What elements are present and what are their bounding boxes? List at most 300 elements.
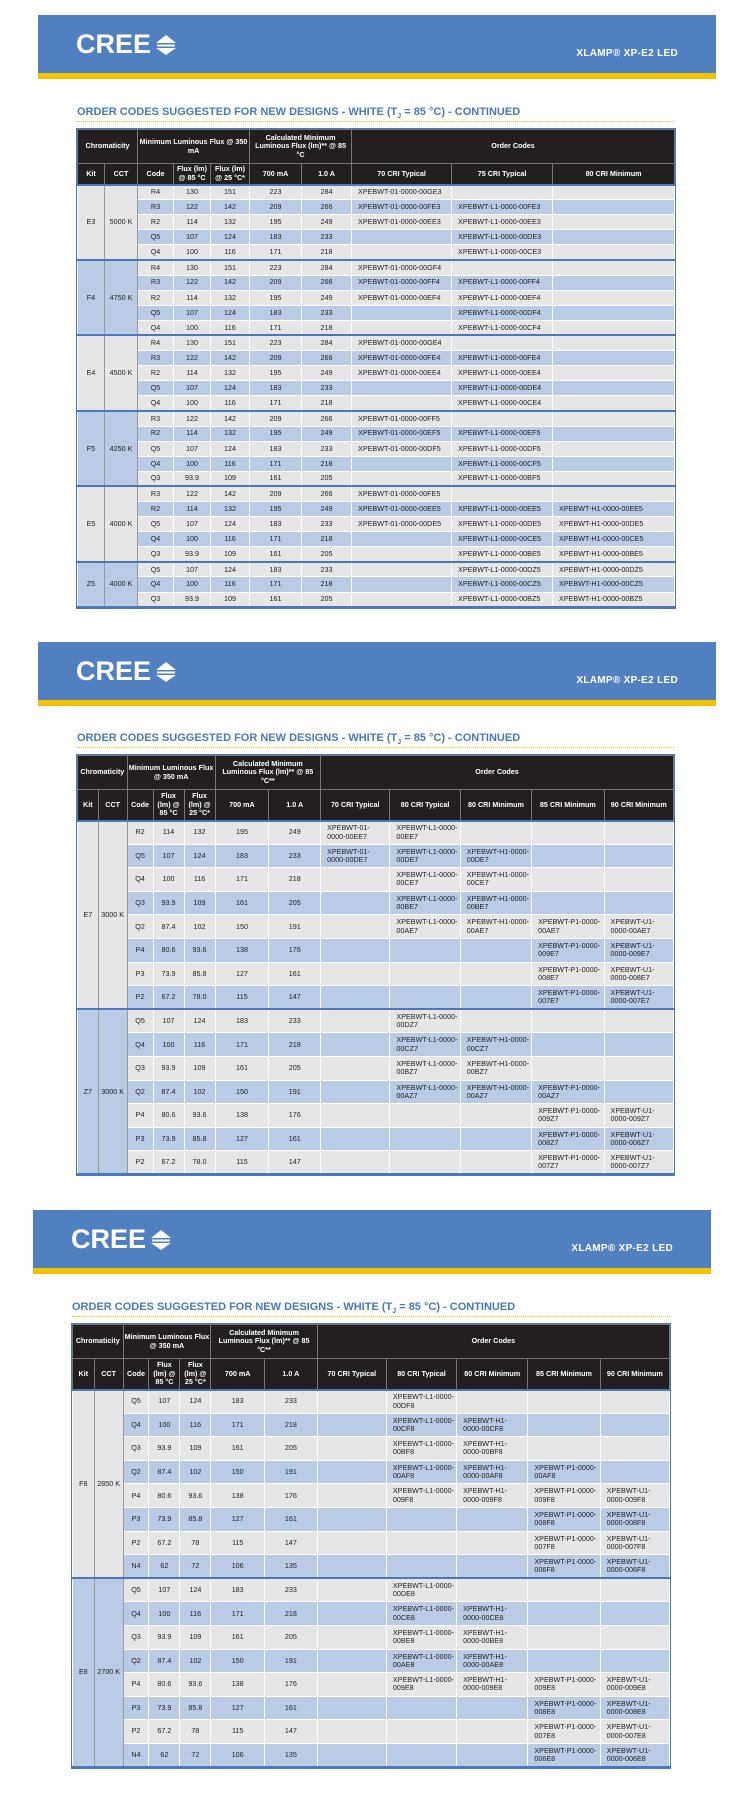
order-code-cell [604, 1033, 673, 1057]
value-cell: R2 [138, 290, 174, 305]
value-cell: 100 [153, 1033, 184, 1057]
value-cell: 85.8 [184, 962, 215, 986]
order-code-cell: XPEBWT-U1-0000-007F8 [600, 1531, 669, 1555]
order-code-cell: XPEBWT-01-0000-00EF4 [352, 290, 452, 305]
kit-group-z7 [78, 1009, 674, 1174]
value-cell: 124 [211, 305, 250, 320]
value-cell: Q2 [127, 915, 153, 939]
order-code-cell [604, 868, 673, 892]
order-code-cell: XPEBWT-U1-0000-009E8 [600, 1673, 669, 1697]
order-code-cell [600, 1460, 669, 1484]
value-cell: Q4 [123, 1602, 149, 1626]
column-header: CCT [105, 164, 138, 185]
table-row [78, 1056, 674, 1080]
order-code-cell [452, 260, 553, 275]
order-code-cell: XPEBWT-L1-0000-00EF5 [452, 426, 553, 441]
order-codes-table-3 [72, 1324, 670, 1768]
order-code-cell: XPEBWT-L1-0000-00FE3 [452, 200, 553, 215]
table-row [73, 1437, 670, 1461]
order-code-cell [321, 938, 390, 962]
order-code-cell [600, 1390, 669, 1414]
column-header: Flux (lm) @ 85 °C [174, 164, 211, 185]
order-code-cell [317, 1437, 386, 1461]
order-code-cell [452, 185, 553, 200]
order-code-cell: XPEBWT-P1-0000-00AZ7 [532, 1080, 604, 1104]
order-code-cell [457, 1390, 528, 1414]
order-code-cell [553, 230, 675, 245]
value-cell: 67.2 [149, 1720, 180, 1744]
order-code-cell: XPEBWT-L1-0000-00AF8 [386, 1460, 456, 1484]
order-code-cell [532, 1056, 604, 1080]
value-cell: 109 [180, 1437, 211, 1461]
value-cell: 122 [174, 411, 211, 426]
column-header: 80 CRI Minimum [457, 1359, 528, 1390]
value-cell: 116 [184, 1033, 215, 1057]
value-cell: 115 [215, 1151, 269, 1175]
order-code-cell [452, 335, 553, 350]
value-cell: 93.9 [153, 1056, 184, 1080]
order-code-cell: XPEBWT-P1-0000-009Z7 [532, 1104, 604, 1128]
order-code-cell [321, 915, 390, 939]
group-header: Order Codes [321, 756, 674, 790]
order-code-cell: XPEBWT-H1-0000-009E8 [457, 1673, 528, 1697]
value-cell: 114 [174, 215, 211, 230]
value-cell: 191 [269, 915, 321, 939]
order-code-cell: XPEBWT-P1-0000-00AF8 [528, 1460, 600, 1484]
value-cell: 171 [215, 1033, 269, 1057]
value-cell: 130 [174, 260, 211, 275]
value-cell: 249 [302, 290, 352, 305]
cree-logo-icon [155, 34, 177, 56]
value-cell: 147 [265, 1720, 318, 1744]
table-row [78, 1104, 674, 1128]
value-cell: 116 [211, 456, 250, 471]
value-cell: 209 [250, 200, 302, 215]
value-cell: 132 [211, 501, 250, 516]
order-code-cell: XPEBWT-L1-0000-00BZ7 [390, 1056, 460, 1080]
title-text: ORDER CODES SUGGESTED FOR NEW DESIGNS - WHITE (T [72, 1301, 393, 1313]
value-cell: 150 [215, 915, 269, 939]
value-cell: 93.9 [149, 1437, 180, 1461]
cct-cell: 4000 K [105, 486, 138, 561]
table-row [73, 1743, 670, 1767]
table-row [73, 1625, 670, 1649]
value-cell: 147 [269, 986, 321, 1010]
value-cell: 233 [265, 1390, 318, 1414]
order-code-cell: XPEBWT-L1-0000-00EE5 [452, 501, 553, 516]
column-header: 700 mA [250, 164, 302, 185]
value-cell: 124 [180, 1578, 211, 1602]
value-cell: 93.6 [180, 1484, 211, 1508]
table-row [78, 320, 675, 335]
value-cell: 191 [269, 1080, 321, 1104]
order-code-cell [317, 1507, 386, 1531]
cct-cell: 4750 K [105, 260, 138, 335]
value-cell: 218 [302, 456, 352, 471]
value-cell: 72 [180, 1743, 211, 1767]
value-cell: 233 [302, 305, 352, 320]
column-header: 1.0 A [265, 1359, 318, 1390]
column-header: 1.0 A [302, 164, 352, 185]
order-code-cell: XPEBWT-01-0000-00FF4 [352, 275, 452, 290]
order-code-cell: XPEBWT-H1-0000-00AE8 [457, 1649, 528, 1673]
value-cell: 116 [184, 868, 215, 892]
value-cell: 161 [269, 1127, 321, 1151]
value-cell: 100 [174, 245, 211, 260]
column-header: Code [127, 790, 153, 821]
order-code-cell [352, 471, 452, 486]
value-cell: 67.2 [153, 986, 184, 1010]
table-row [73, 1484, 670, 1508]
kit-cell: E8 [73, 1578, 95, 1767]
order-code-cell: XPEBWT-P1-0000-007F8 [528, 1531, 600, 1555]
order-code-cell [460, 821, 531, 845]
order-code-cell: XPEBWT-H1-0000-00BZ7 [460, 1056, 531, 1080]
column-header: Kit [73, 1359, 95, 1390]
value-cell: 106 [211, 1743, 265, 1767]
value-cell: 233 [302, 517, 352, 532]
order-code-cell [600, 1413, 669, 1437]
value-cell: 142 [211, 486, 250, 501]
value-cell: 100 [149, 1413, 180, 1437]
cree-logo [71, 1224, 172, 1255]
table-row [78, 185, 675, 200]
order-code-cell [553, 305, 675, 320]
value-cell: R3 [138, 351, 174, 366]
value-cell: 109 [211, 547, 250, 562]
column-header: Flux (lm) @ 25 °C* [180, 1359, 211, 1390]
value-cell: 266 [302, 486, 352, 501]
order-code-cell: XPEBWT-H1-0000-00AF8 [457, 1460, 528, 1484]
order-code-cell: XPEBWT-L1-0000-00DZ5 [452, 562, 553, 577]
table-row [78, 411, 675, 426]
value-cell: 67.2 [153, 1151, 184, 1175]
value-cell: P3 [127, 962, 153, 986]
order-code-cell [317, 1578, 386, 1602]
value-cell: 161 [215, 1056, 269, 1080]
order-code-cell: XPEBWT-U1-0000-007E8 [600, 1720, 669, 1744]
order-code-cell: XPEBWT-U1-0000-00AE7 [604, 915, 673, 939]
table-row [73, 1673, 670, 1697]
value-cell: Q3 [127, 1056, 153, 1080]
kit-group-f5 [78, 411, 675, 486]
order-code-cell [390, 1127, 460, 1151]
order-code-cell [390, 962, 460, 986]
table-row [78, 486, 675, 501]
order-code-cell [317, 1625, 386, 1649]
table-row [78, 215, 675, 230]
order-code-cell [460, 1009, 531, 1033]
column-header: 80 CRI Minimum [460, 790, 531, 821]
order-code-cell [317, 1673, 386, 1697]
logo-text: CREE [76, 656, 152, 686]
value-cell: 284 [302, 260, 352, 275]
order-code-cell [321, 1104, 390, 1128]
value-cell: 284 [302, 185, 352, 200]
value-cell: 116 [211, 577, 250, 592]
value-cell: Q5 [123, 1390, 149, 1414]
order-code-cell: XPEBWT-L1-0000-00CF8 [386, 1413, 456, 1437]
kit-cell: Z7 [78, 1009, 99, 1174]
table-row [78, 891, 674, 915]
value-cell: 249 [302, 426, 352, 441]
page-2-section-title [77, 732, 520, 746]
value-cell: 115 [211, 1531, 265, 1555]
order-code-cell: XPEBWT-L1-0000-00DF5 [452, 441, 553, 456]
order-code-cell [553, 335, 675, 350]
order-code-cell [553, 426, 675, 441]
group-header: Chromaticity [73, 1325, 124, 1359]
value-cell: 87.4 [149, 1649, 180, 1673]
value-cell: 266 [302, 275, 352, 290]
value-cell: 100 [174, 456, 211, 471]
value-cell: 122 [174, 486, 211, 501]
value-cell: 161 [250, 471, 302, 486]
order-code-cell: XPEBWT-L1-0000-00AZ7 [390, 1080, 460, 1104]
table-row [78, 456, 675, 471]
order-code-cell [460, 986, 531, 1010]
order-code-cell: XPEBWT-H1-0000-00CE8 [457, 1602, 528, 1626]
order-code-cell [553, 396, 675, 411]
cct-cell: 3000 K [98, 1009, 127, 1174]
order-code-cell [352, 305, 452, 320]
value-cell: 223 [250, 260, 302, 275]
order-code-cell: XPEBWT-P1-0000-006E8 [528, 1743, 600, 1767]
order-code-cell [532, 1033, 604, 1057]
table-row [73, 1578, 670, 1602]
table-row [73, 1531, 670, 1555]
order-code-cell [321, 1080, 390, 1104]
order-code-cell: XPEBWT-H1-0000-00CE5 [553, 532, 675, 547]
value-cell: 109 [184, 891, 215, 915]
value-cell: P2 [127, 1151, 153, 1175]
order-code-cell: XPEBWT-H1-0000-00BE7 [460, 891, 531, 915]
order-code-cell [553, 381, 675, 396]
order-code-cell [457, 1578, 528, 1602]
table-row [78, 547, 675, 562]
order-code-cell: XPEBWT-U1-0000-008F8 [600, 1507, 669, 1531]
value-cell: Q5 [138, 230, 174, 245]
order-code-cell: XPEBWT-L1-0000-00EE7 [390, 821, 460, 845]
order-code-cell: XPEBWT-H1-0000-00DE5 [553, 517, 675, 532]
column-header: 700 mA [215, 790, 269, 821]
title-rule [77, 747, 674, 748]
table-row [78, 962, 674, 986]
value-cell: 176 [265, 1673, 318, 1697]
column-header: Code [138, 164, 174, 185]
value-cell: 80.6 [149, 1673, 180, 1697]
order-code-cell [532, 891, 604, 915]
cree-logo [76, 656, 177, 687]
value-cell: 93.9 [174, 592, 211, 607]
value-cell: Q2 [123, 1649, 149, 1673]
value-cell: 151 [211, 185, 250, 200]
order-code-cell: XPEBWT-H1-0000-00AE7 [460, 915, 531, 939]
order-code-cell [600, 1578, 669, 1602]
value-cell: 223 [250, 185, 302, 200]
order-code-cell [321, 1033, 390, 1057]
value-cell: 93.6 [184, 1104, 215, 1128]
order-code-cell [553, 486, 675, 501]
order-code-cell: XPEBWT-L1-0000-00AE7 [390, 915, 460, 939]
order-code-cell: XPEBWT-H1-0000-00BF8 [457, 1437, 528, 1461]
order-code-cell [553, 320, 675, 335]
order-code-cell [457, 1507, 528, 1531]
title-rule [77, 121, 674, 122]
table-row [78, 305, 675, 320]
table-row [78, 592, 675, 607]
value-cell: 124 [180, 1390, 211, 1414]
order-code-cell [390, 1151, 460, 1175]
table-row [78, 1151, 674, 1175]
value-cell: Q5 [138, 305, 174, 320]
value-cell: 93.9 [149, 1625, 180, 1649]
value-cell: 171 [250, 456, 302, 471]
value-cell: 85.8 [180, 1507, 211, 1531]
order-code-cell [528, 1578, 600, 1602]
kit-group-e8 [73, 1578, 670, 1767]
order-code-cell: XPEBWT-L1-0000-00CE8 [386, 1602, 456, 1626]
order-code-cell [452, 411, 553, 426]
table-row [73, 1507, 670, 1531]
value-cell: 209 [250, 411, 302, 426]
value-cell: P4 [127, 938, 153, 962]
value-cell: 109 [180, 1625, 211, 1649]
value-cell: 195 [250, 290, 302, 305]
value-cell: 73.9 [149, 1507, 180, 1531]
table-row [78, 275, 675, 290]
value-cell: 147 [265, 1531, 318, 1555]
value-cell: 233 [302, 441, 352, 456]
order-code-cell: XPEBWT-L1-0000-00CF4 [452, 320, 553, 335]
order-code-cell: XPEBWT-L1-0000-00BE7 [390, 891, 460, 915]
order-code-cell [460, 1151, 531, 1175]
kit-group-e7 [78, 821, 674, 1010]
title-tail: = 85 °C) - CONTINUED [396, 1301, 516, 1313]
value-cell: Q3 [138, 471, 174, 486]
cct-cell: 3000 K [98, 821, 127, 1010]
value-cell: P2 [123, 1531, 149, 1555]
value-cell: 85.8 [180, 1696, 211, 1720]
value-cell: 132 [211, 290, 250, 305]
cct-cell: 2850 K [94, 1390, 123, 1579]
value-cell: 150 [211, 1460, 265, 1484]
order-code-cell [317, 1720, 386, 1744]
order-code-cell [321, 1127, 390, 1151]
value-cell: 150 [215, 1080, 269, 1104]
value-cell: 127 [215, 962, 269, 986]
value-cell: 107 [149, 1578, 180, 1602]
value-cell: 205 [265, 1437, 318, 1461]
order-code-cell [553, 456, 675, 471]
order-code-cell: XPEBWT-P1-0000-008F8 [528, 1507, 600, 1531]
table-row [78, 230, 675, 245]
table-row [73, 1602, 670, 1626]
value-cell: 78.0 [184, 1151, 215, 1175]
order-code-cell [317, 1696, 386, 1720]
value-cell: P4 [123, 1484, 149, 1508]
order-code-cell [553, 471, 675, 486]
value-cell: 107 [153, 1009, 184, 1033]
column-header: CCT [98, 790, 127, 821]
order-code-cell: XPEBWT-01-0000-00FE4 [352, 351, 452, 366]
value-cell: Q3 [123, 1437, 149, 1461]
value-cell: 209 [250, 486, 302, 501]
value-cell: 142 [211, 275, 250, 290]
kit-cell: E7 [78, 821, 99, 1010]
value-cell: 223 [250, 335, 302, 350]
value-cell: 183 [211, 1578, 265, 1602]
column-header: Flux (lm) @ 25 °C* [211, 164, 250, 185]
value-cell: 266 [302, 200, 352, 215]
table-row [78, 821, 674, 845]
value-cell: 150 [211, 1649, 265, 1673]
order-code-cell [352, 245, 452, 260]
table-row [78, 396, 675, 411]
order-code-cell: XPEBWT-L1-0000-00DZ7 [390, 1009, 460, 1033]
order-code-cell: XPEBWT-H1-0000-00DE7 [460, 844, 531, 868]
table-row [78, 1009, 674, 1033]
order-code-cell [553, 411, 675, 426]
table-row [78, 290, 675, 305]
group-header: Minimum Luminous Flux @ 350 mA [138, 130, 250, 164]
order-code-cell: XPEBWT-H1-0000-00CE7 [460, 868, 531, 892]
table-row [78, 335, 675, 350]
table-row [73, 1696, 670, 1720]
value-cell: 93.9 [153, 891, 184, 915]
value-cell: 127 [211, 1507, 265, 1531]
order-code-cell [553, 185, 675, 200]
value-cell: 176 [265, 1484, 318, 1508]
kit-group-f8 [73, 1390, 670, 1579]
order-code-cell [528, 1390, 600, 1414]
order-code-cell [553, 351, 675, 366]
order-code-cell: XPEBWT-L1-0000-009F8 [386, 1484, 456, 1508]
order-code-cell [317, 1390, 386, 1414]
value-cell: 100 [174, 396, 211, 411]
order-code-cell [553, 215, 675, 230]
order-code-cell [457, 1555, 528, 1579]
value-cell: 114 [174, 426, 211, 441]
table-header [78, 756, 674, 821]
kit-cell: F4 [78, 260, 105, 335]
value-cell: 73.9 [153, 962, 184, 986]
value-cell: 78 [180, 1720, 211, 1744]
value-cell: 176 [269, 1104, 321, 1128]
value-cell: 205 [302, 471, 352, 486]
value-cell: 195 [250, 501, 302, 516]
value-cell: 171 [250, 245, 302, 260]
cct-cell: 5000 K [105, 185, 138, 260]
value-cell: 171 [250, 532, 302, 547]
value-cell: Q4 [127, 868, 153, 892]
value-cell: 102 [184, 915, 215, 939]
value-cell: 130 [174, 335, 211, 350]
value-cell: 176 [269, 938, 321, 962]
value-cell: 161 [250, 592, 302, 607]
order-code-cell [352, 577, 452, 592]
title-subscript: J [392, 1308, 397, 1316]
value-cell: Q4 [138, 320, 174, 335]
value-cell: 161 [211, 1625, 265, 1649]
order-code-cell [317, 1649, 386, 1673]
order-code-cell: XPEBWT-P1-0000-009F8 [528, 1484, 600, 1508]
order-code-cell: XPEBWT-U1-0000-009F8 [600, 1484, 669, 1508]
value-cell: 107 [174, 517, 211, 532]
table-row [78, 260, 675, 275]
value-cell: 114 [153, 821, 184, 845]
value-cell: 183 [250, 305, 302, 320]
